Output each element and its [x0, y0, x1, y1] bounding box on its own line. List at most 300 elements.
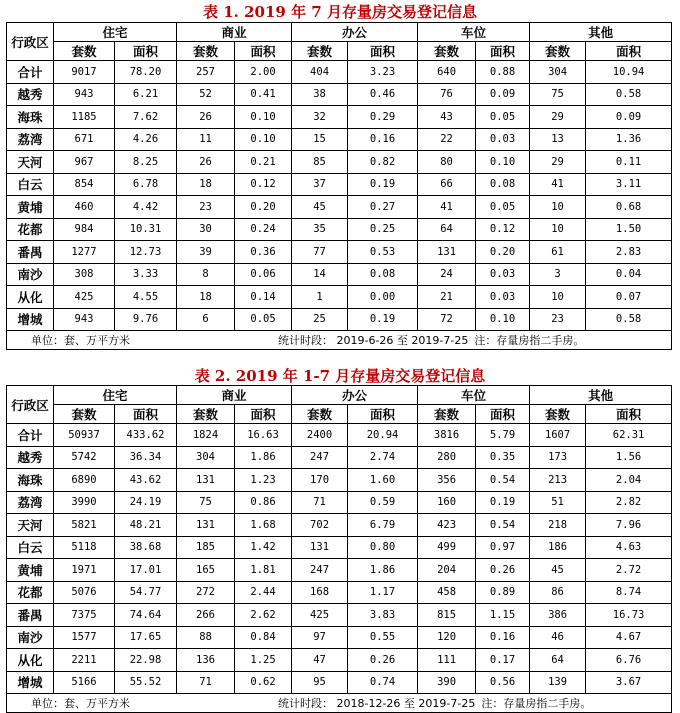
area-cell: 1.86 — [235, 446, 292, 469]
count-cell: 266 — [177, 604, 235, 627]
count-cell: 76 — [418, 83, 476, 106]
area-cell: 6.78 — [115, 173, 177, 196]
area-cell: 0.56 — [476, 671, 530, 694]
area-cell: 1.15 — [476, 604, 530, 627]
area-cell: 0.89 — [476, 581, 530, 604]
area-cell: 3.67 — [586, 671, 672, 694]
count-cell: 64 — [418, 218, 476, 241]
table2-title: 表 2. 2019 年 1-7 月存量房交易登记信息 — [194, 367, 486, 385]
district-name: 合计 — [7, 424, 54, 447]
district-name: 南沙 — [7, 626, 54, 649]
district-name: 荔湾 — [7, 491, 54, 514]
count-cell: 9017 — [54, 61, 115, 84]
count-cell: 75 — [530, 83, 586, 106]
area-cell: 433.62 — [115, 424, 177, 447]
area-cell: 2.83 — [586, 241, 672, 264]
count-cell: 18 — [177, 286, 235, 309]
area-cell: 0.05 — [476, 106, 530, 129]
area-cell: 1.56 — [586, 446, 672, 469]
area-cell: 1.23 — [235, 469, 292, 492]
count-cell: 21 — [418, 286, 476, 309]
count-cell: 120 — [418, 626, 476, 649]
count-cell: 5821 — [54, 514, 115, 537]
district-name: 天河 — [7, 514, 54, 537]
area-cell: 0.05 — [235, 308, 292, 331]
table-footer — [7, 331, 672, 350]
area-cell: 0.09 — [476, 83, 530, 106]
area-cell: 0.27 — [348, 196, 418, 219]
count-cell: 10 — [530, 218, 586, 241]
area-cell: 74.64 — [115, 604, 177, 627]
unit-label: 单位：套、万平方米 — [31, 697, 130, 710]
count-cell: 1824 — [177, 424, 235, 447]
area-cell: 17.65 — [115, 626, 177, 649]
count-cell: 280 — [418, 446, 476, 469]
table-row — [7, 286, 672, 309]
count-cell: 815 — [418, 604, 476, 627]
area-cell: 7.62 — [115, 106, 177, 129]
area-header: 面积 — [115, 405, 177, 424]
area-cell: 0.20 — [476, 241, 530, 264]
area-cell: 16.63 — [235, 424, 292, 447]
district-name: 海珠 — [7, 106, 54, 129]
area-cell: 0.08 — [348, 263, 418, 286]
table1 — [6, 22, 672, 350]
area-cell: 0.53 — [348, 241, 418, 264]
count-cell: 165 — [177, 559, 235, 582]
district-name: 越秀 — [7, 83, 54, 106]
area-cell: 10.31 — [115, 218, 177, 241]
area-cell: 0.10 — [235, 128, 292, 151]
count-cell: 85 — [292, 151, 348, 174]
area-cell: 2.62 — [235, 604, 292, 627]
area-cell: 43.62 — [115, 469, 177, 492]
count-cell: 6890 — [54, 469, 115, 492]
count-cell: 88 — [177, 626, 235, 649]
table-row — [7, 581, 672, 604]
count-cell: 86 — [530, 581, 586, 604]
count-cell: 47 — [292, 649, 348, 672]
table-row — [7, 649, 672, 672]
count-cell: 7375 — [54, 604, 115, 627]
area-cell: 0.29 — [348, 106, 418, 129]
area-cell: 1.60 — [348, 469, 418, 492]
district-name: 南沙 — [7, 263, 54, 286]
count-cell: 2211 — [54, 649, 115, 672]
count-cell: 204 — [418, 559, 476, 582]
group-header: 车位 — [418, 386, 530, 405]
area-cell: 1.17 — [348, 581, 418, 604]
count-cell: 3816 — [418, 424, 476, 447]
group-header: 其他 — [530, 386, 672, 405]
count-header: 套数 — [54, 42, 115, 61]
area-cell: 1.86 — [348, 559, 418, 582]
area-cell: 17.01 — [115, 559, 177, 582]
count-cell: 640 — [418, 61, 476, 84]
area-cell: 9.76 — [115, 308, 177, 331]
count-cell: 136 — [177, 649, 235, 672]
count-cell: 26 — [177, 106, 235, 129]
count-cell: 671 — [54, 128, 115, 151]
district-name: 黄埔 — [7, 559, 54, 582]
area-cell: 4.42 — [115, 196, 177, 219]
area-header: 面积 — [235, 405, 292, 424]
area-cell: 2.04 — [586, 469, 672, 492]
area-cell: 0.03 — [476, 263, 530, 286]
count-cell: 131 — [177, 469, 235, 492]
area-cell: 2.00 — [235, 61, 292, 84]
area-cell: 0.82 — [348, 151, 418, 174]
area-cell: 0.10 — [476, 308, 530, 331]
group-header: 住宅 — [54, 386, 177, 405]
area-cell: 1.42 — [235, 536, 292, 559]
count-cell: 854 — [54, 173, 115, 196]
count-cell: 213 — [530, 469, 586, 492]
count-cell: 41 — [418, 196, 476, 219]
count-cell: 38 — [292, 83, 348, 106]
area-cell: 1.81 — [235, 559, 292, 582]
area-cell: 8.74 — [586, 581, 672, 604]
area-header: 面积 — [235, 42, 292, 61]
area-cell: 12.73 — [115, 241, 177, 264]
district-name: 从化 — [7, 286, 54, 309]
area-cell: 4.63 — [586, 536, 672, 559]
count-cell: 23 — [530, 308, 586, 331]
district-name: 黄埔 — [7, 196, 54, 219]
area-cell: 0.12 — [235, 173, 292, 196]
area-header: 面积 — [476, 42, 530, 61]
count-cell: 46 — [530, 626, 586, 649]
area-cell: 2.74 — [348, 446, 418, 469]
area-cell: 2.72 — [586, 559, 672, 582]
count-cell: 45 — [292, 196, 348, 219]
count-cell: 13 — [530, 128, 586, 151]
table-row — [7, 446, 672, 469]
count-cell: 97 — [292, 626, 348, 649]
area-cell: 0.00 — [348, 286, 418, 309]
area-cell: 54.77 — [115, 581, 177, 604]
area-header: 面积 — [586, 405, 672, 424]
count-cell: 77 — [292, 241, 348, 264]
area-cell: 0.16 — [476, 626, 530, 649]
count-cell: 1185 — [54, 106, 115, 129]
count-cell: 61 — [530, 241, 586, 264]
group-header: 办公 — [292, 23, 418, 42]
area-cell: 0.10 — [235, 106, 292, 129]
area-cell: 1.68 — [235, 514, 292, 537]
area-cell: 4.26 — [115, 128, 177, 151]
area-cell: 2.44 — [235, 581, 292, 604]
area-cell: 0.19 — [348, 173, 418, 196]
area-cell: 0.05 — [476, 196, 530, 219]
table-row — [7, 218, 672, 241]
group-header: 车位 — [418, 23, 530, 42]
count-header: 套数 — [177, 405, 235, 424]
area-header: 面积 — [348, 405, 418, 424]
area-cell: 48.21 — [115, 514, 177, 537]
count-cell: 390 — [418, 671, 476, 694]
count-cell: 8 — [177, 263, 235, 286]
group-header: 办公 — [292, 386, 418, 405]
count-cell: 64 — [530, 649, 586, 672]
area-cell: 0.41 — [235, 83, 292, 106]
count-cell: 308 — [54, 263, 115, 286]
area-cell: 6.79 — [348, 514, 418, 537]
district-name: 番禺 — [7, 604, 54, 627]
area-header: 面积 — [586, 42, 672, 61]
district-name: 白云 — [7, 173, 54, 196]
area-cell: 0.21 — [235, 151, 292, 174]
area-cell: 0.07 — [586, 286, 672, 309]
count-cell: 702 — [292, 514, 348, 537]
district-name: 番禺 — [7, 241, 54, 264]
count-cell: 95 — [292, 671, 348, 694]
count-cell: 185 — [177, 536, 235, 559]
count-cell: 10 — [530, 196, 586, 219]
area-cell: 0.03 — [476, 128, 530, 151]
area-cell: 0.55 — [348, 626, 418, 649]
area-cell: 3.11 — [586, 173, 672, 196]
count-cell: 247 — [292, 446, 348, 469]
count-cell: 173 — [530, 446, 586, 469]
district-name: 增城 — [7, 308, 54, 331]
group-header: 商业 — [177, 386, 292, 405]
count-cell: 943 — [54, 83, 115, 106]
area-cell: 0.26 — [348, 649, 418, 672]
district-name: 合计 — [7, 61, 54, 84]
area-cell: 0.24 — [235, 218, 292, 241]
count-header: 套数 — [292, 405, 348, 424]
area-cell: 0.84 — [235, 626, 292, 649]
table-row — [7, 424, 672, 447]
count-cell: 37 — [292, 173, 348, 196]
count-cell: 71 — [177, 671, 235, 694]
count-cell: 247 — [292, 559, 348, 582]
count-cell: 22 — [418, 128, 476, 151]
area-cell: 0.46 — [348, 83, 418, 106]
count-cell: 404 — [292, 61, 348, 84]
table-row — [7, 151, 672, 174]
note-label: 注：存量房指二手房。 — [474, 334, 585, 347]
count-cell: 5166 — [54, 671, 115, 694]
count-cell: 43 — [418, 106, 476, 129]
area-cell: 38.68 — [115, 536, 177, 559]
count-cell: 11 — [177, 128, 235, 151]
count-cell: 23 — [177, 196, 235, 219]
count-cell: 131 — [292, 536, 348, 559]
count-cell: 24 — [418, 263, 476, 286]
count-cell: 1277 — [54, 241, 115, 264]
count-cell: 304 — [530, 61, 586, 84]
table-row — [7, 671, 672, 694]
area-cell: 0.35 — [476, 446, 530, 469]
count-cell: 50937 — [54, 424, 115, 447]
group-header: 商业 — [177, 23, 292, 42]
count-cell: 943 — [54, 308, 115, 331]
table-row — [7, 106, 672, 129]
area-cell: 0.54 — [476, 514, 530, 537]
area-cell: 0.16 — [348, 128, 418, 151]
table-row — [7, 196, 672, 219]
district-name: 荔湾 — [7, 128, 54, 151]
area-cell: 36.34 — [115, 446, 177, 469]
count-cell: 1607 — [530, 424, 586, 447]
district-name: 海珠 — [7, 469, 54, 492]
district-name: 花都 — [7, 218, 54, 241]
count-cell: 423 — [418, 514, 476, 537]
area-cell: 22.98 — [115, 649, 177, 672]
count-header: 套数 — [418, 42, 476, 61]
count-cell: 460 — [54, 196, 115, 219]
count-cell: 3 — [530, 263, 586, 286]
area-cell: 16.73 — [586, 604, 672, 627]
table-row — [7, 514, 672, 537]
count-cell: 30 — [177, 218, 235, 241]
count-cell: 168 — [292, 581, 348, 604]
count-cell: 5118 — [54, 536, 115, 559]
count-cell: 2400 — [292, 424, 348, 447]
count-cell: 304 — [177, 446, 235, 469]
group-header: 其他 — [530, 23, 672, 42]
count-cell: 139 — [530, 671, 586, 694]
count-cell: 5076 — [54, 581, 115, 604]
area-cell: 0.54 — [476, 469, 530, 492]
area-cell: 0.36 — [235, 241, 292, 264]
area-cell: 0.10 — [476, 151, 530, 174]
area-cell: 3.23 — [348, 61, 418, 84]
area-cell: 0.62 — [235, 671, 292, 694]
table-row — [7, 83, 672, 106]
area-cell: 6.21 — [115, 83, 177, 106]
count-cell: 6 — [177, 308, 235, 331]
count-cell: 29 — [530, 106, 586, 129]
area-cell: 0.26 — [476, 559, 530, 582]
count-cell: 257 — [177, 61, 235, 84]
count-header: 套数 — [418, 405, 476, 424]
area-header: 面积 — [348, 42, 418, 61]
table1-title: 表 1. 2019 年 7 月存量房交易登记信息 — [203, 3, 477, 21]
area-cell: 1.36 — [586, 128, 672, 151]
area-cell: 2.82 — [586, 491, 672, 514]
area-cell: 62.31 — [586, 424, 672, 447]
district-name: 越秀 — [7, 446, 54, 469]
count-cell: 984 — [54, 218, 115, 241]
area-cell: 0.68 — [586, 196, 672, 219]
area-cell: 1.50 — [586, 218, 672, 241]
table-row — [7, 491, 672, 514]
area-cell: 0.12 — [476, 218, 530, 241]
count-cell: 52 — [177, 83, 235, 106]
area-header: 面积 — [476, 405, 530, 424]
count-cell: 170 — [292, 469, 348, 492]
area-cell: 0.04 — [586, 263, 672, 286]
count-cell: 111 — [418, 649, 476, 672]
count-cell: 425 — [54, 286, 115, 309]
district-name: 白云 — [7, 536, 54, 559]
count-header: 套数 — [530, 405, 586, 424]
area-header: 面积 — [115, 42, 177, 61]
area-cell: 1.25 — [235, 649, 292, 672]
table-row — [7, 241, 672, 264]
count-cell: 218 — [530, 514, 586, 537]
area-cell: 0.80 — [348, 536, 418, 559]
count-cell: 3990 — [54, 491, 115, 514]
area-cell: 55.52 — [115, 671, 177, 694]
table2 — [6, 385, 672, 713]
count-header: 套数 — [177, 42, 235, 61]
count-cell: 26 — [177, 151, 235, 174]
district-header: 行政区 — [7, 386, 54, 424]
count-cell: 29 — [530, 151, 586, 174]
count-cell: 186 — [530, 536, 586, 559]
count-cell: 131 — [418, 241, 476, 264]
area-cell: 0.11 — [586, 151, 672, 174]
area-cell: 0.17 — [476, 649, 530, 672]
area-cell: 5.79 — [476, 424, 530, 447]
area-cell: 0.59 — [348, 491, 418, 514]
area-cell: 0.20 — [235, 196, 292, 219]
count-header: 套数 — [54, 405, 115, 424]
table-row — [7, 173, 672, 196]
count-cell: 18 — [177, 173, 235, 196]
count-cell: 10 — [530, 286, 586, 309]
count-cell: 41 — [530, 173, 586, 196]
count-cell: 71 — [292, 491, 348, 514]
area-cell: 10.94 — [586, 61, 672, 84]
table-row — [7, 308, 672, 331]
count-cell: 45 — [530, 559, 586, 582]
count-cell: 967 — [54, 151, 115, 174]
area-cell: 78.20 — [115, 61, 177, 84]
area-cell: 3.33 — [115, 263, 177, 286]
table-row — [7, 604, 672, 627]
count-cell: 272 — [177, 581, 235, 604]
area-cell: 0.97 — [476, 536, 530, 559]
district-name: 增城 — [7, 671, 54, 694]
count-cell: 72 — [418, 308, 476, 331]
period-label: 统计时段： 2018-12-26 至 2019-7-25 — [278, 697, 476, 710]
table-row — [7, 128, 672, 151]
district-header: 行政区 — [7, 23, 54, 61]
area-cell: 0.58 — [586, 308, 672, 331]
count-cell: 1 — [292, 286, 348, 309]
area-cell: 0.19 — [476, 491, 530, 514]
area-cell: 20.94 — [348, 424, 418, 447]
count-cell: 425 — [292, 604, 348, 627]
count-cell: 5742 — [54, 446, 115, 469]
district-name: 花都 — [7, 581, 54, 604]
area-cell: 0.58 — [586, 83, 672, 106]
area-cell: 4.55 — [115, 286, 177, 309]
area-cell: 0.19 — [348, 308, 418, 331]
count-cell: 131 — [177, 514, 235, 537]
table-row — [7, 536, 672, 559]
count-cell: 15 — [292, 128, 348, 151]
area-cell: 24.19 — [115, 491, 177, 514]
count-cell: 458 — [418, 581, 476, 604]
area-cell: 0.09 — [586, 106, 672, 129]
area-cell: 0.25 — [348, 218, 418, 241]
count-cell: 1577 — [54, 626, 115, 649]
area-cell: 0.74 — [348, 671, 418, 694]
table-row — [7, 559, 672, 582]
area-cell: 0.86 — [235, 491, 292, 514]
count-cell: 39 — [177, 241, 235, 264]
unit-label: 单位：套、万平方米 — [31, 334, 130, 347]
count-cell: 356 — [418, 469, 476, 492]
count-header: 套数 — [530, 42, 586, 61]
table-row — [7, 469, 672, 492]
